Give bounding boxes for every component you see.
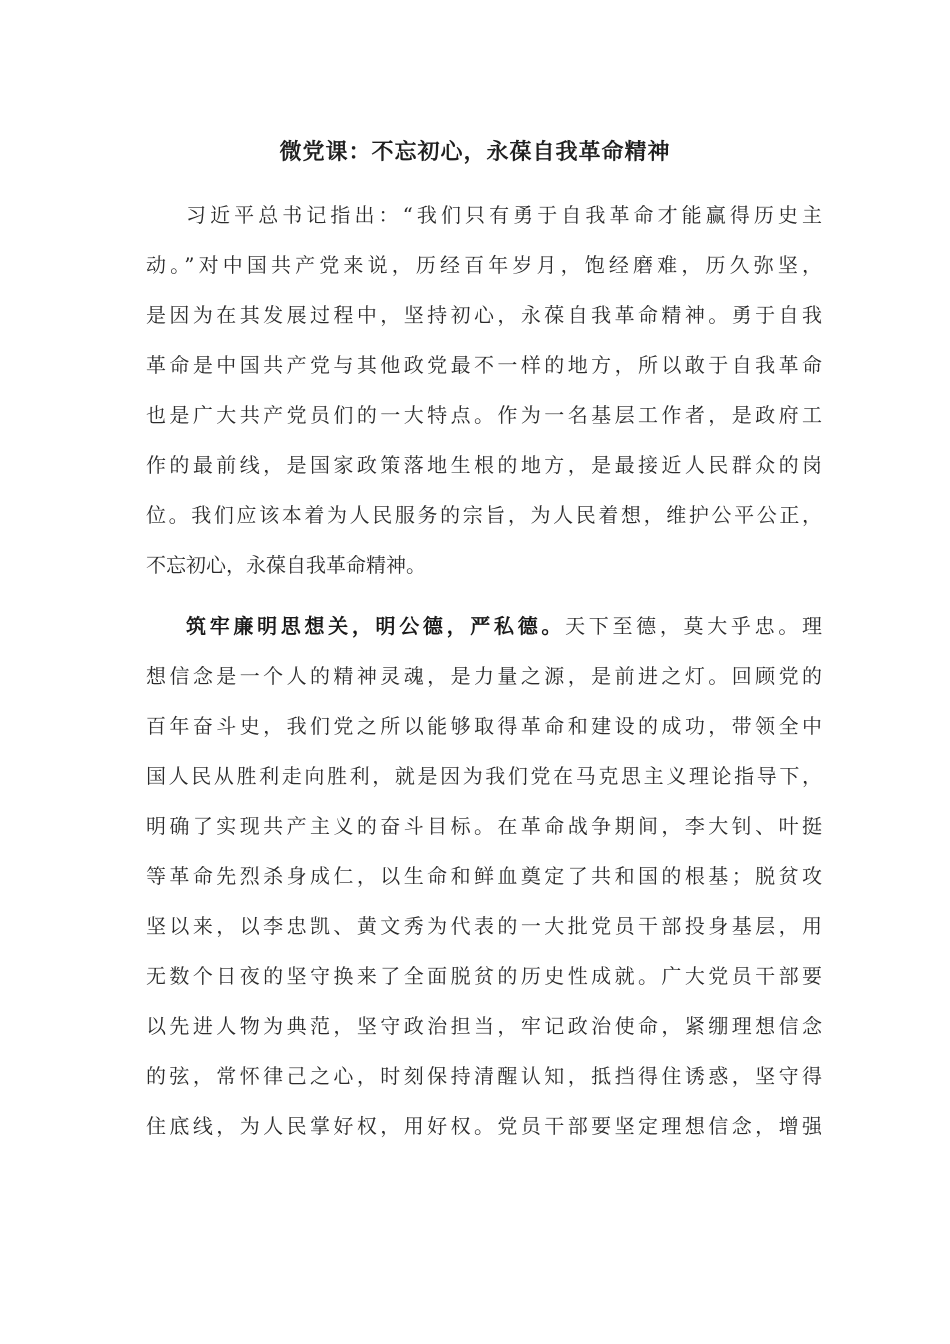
paragraph-line: 的弦，常怀律己之心，时刻保持清醒认知，抵挡得住诱惑，坚守得 (146, 1064, 822, 1088)
paragraph-2 (146, 601, 822, 1151)
paragraph-1 (146, 190, 822, 590)
paragraph-line: 革命是中国共产党与其他政党最不一样的地方，所以敢于自我革命 (146, 353, 822, 377)
paragraph-line: 不忘初心，永葆自我革命精神。 (146, 553, 426, 577)
paragraph-line: 无数个日夜的坚守换来了全面脱贫的历史性成就。广大党员干部要 (146, 964, 822, 988)
paragraph-line: 百年奋斗史，我们党之所以能够取得革命和建设的成功，带领全中 (146, 714, 822, 738)
paragraph-line: 也是广大共产党员们的一大特点。作为一名基层工作者，是政府工 (146, 403, 822, 427)
paragraph-line: 国人民从胜利走向胜利，就是因为我们党在马克思主义理论指导下， (146, 764, 822, 788)
document-title: 微党课：不忘初心，永葆自我革命精神 (279, 139, 671, 165)
paragraph-line: 坚以来，以李忠凯、黄文秀为代表的一大批党员干部投身基层，用 (146, 914, 822, 938)
paragraph-line: 习近平总书记指出：“我们只有勇于自我革命才能赢得历史主 (186, 203, 822, 227)
paragraph-heading: 筑牢廉明思想关，明公德，严私德。 (186, 614, 566, 638)
paragraph-line: 明确了实现共产主义的奋斗目标。在革命战争期间，李大钊、叶挺 (146, 814, 822, 838)
paragraph-line: 动。”对中国共产党来说，历经百年岁月，饱经磨难，历久弥坚， (146, 253, 822, 277)
paragraph-line: 住底线，为人民掌好权，用好权。党员干部要坚定理想信念，增强 (146, 1114, 822, 1138)
paragraph-line: 想信念是一个人的精神灵魂，是力量之源，是前进之灯。回顾党的 (146, 664, 822, 688)
paragraph-line: 以先进人物为典范，坚守政治担当，牢记政治使命，紧绷理想信念 (146, 1014, 822, 1038)
paragraph-line: 等革命先烈杀身成仁，以生命和鲜血奠定了共和国的根基；脱贫攻 (146, 864, 822, 888)
paragraph-line: 作的最前线，是国家政策落地生根的地方，是最接近人民群众的岗 (146, 453, 822, 477)
paragraph-first-line (146, 601, 822, 651)
paragraph-line: 位。我们应该本着为人民服务的宗旨，为人民着想，维护公平公正， (146, 503, 822, 527)
paragraph-first-line-text: 天下至德，莫大乎忠。理 (565, 614, 823, 638)
paragraph-line: 是因为在其发展过程中，坚持初心，永葆自我革命精神。勇于自我 (146, 303, 822, 327)
